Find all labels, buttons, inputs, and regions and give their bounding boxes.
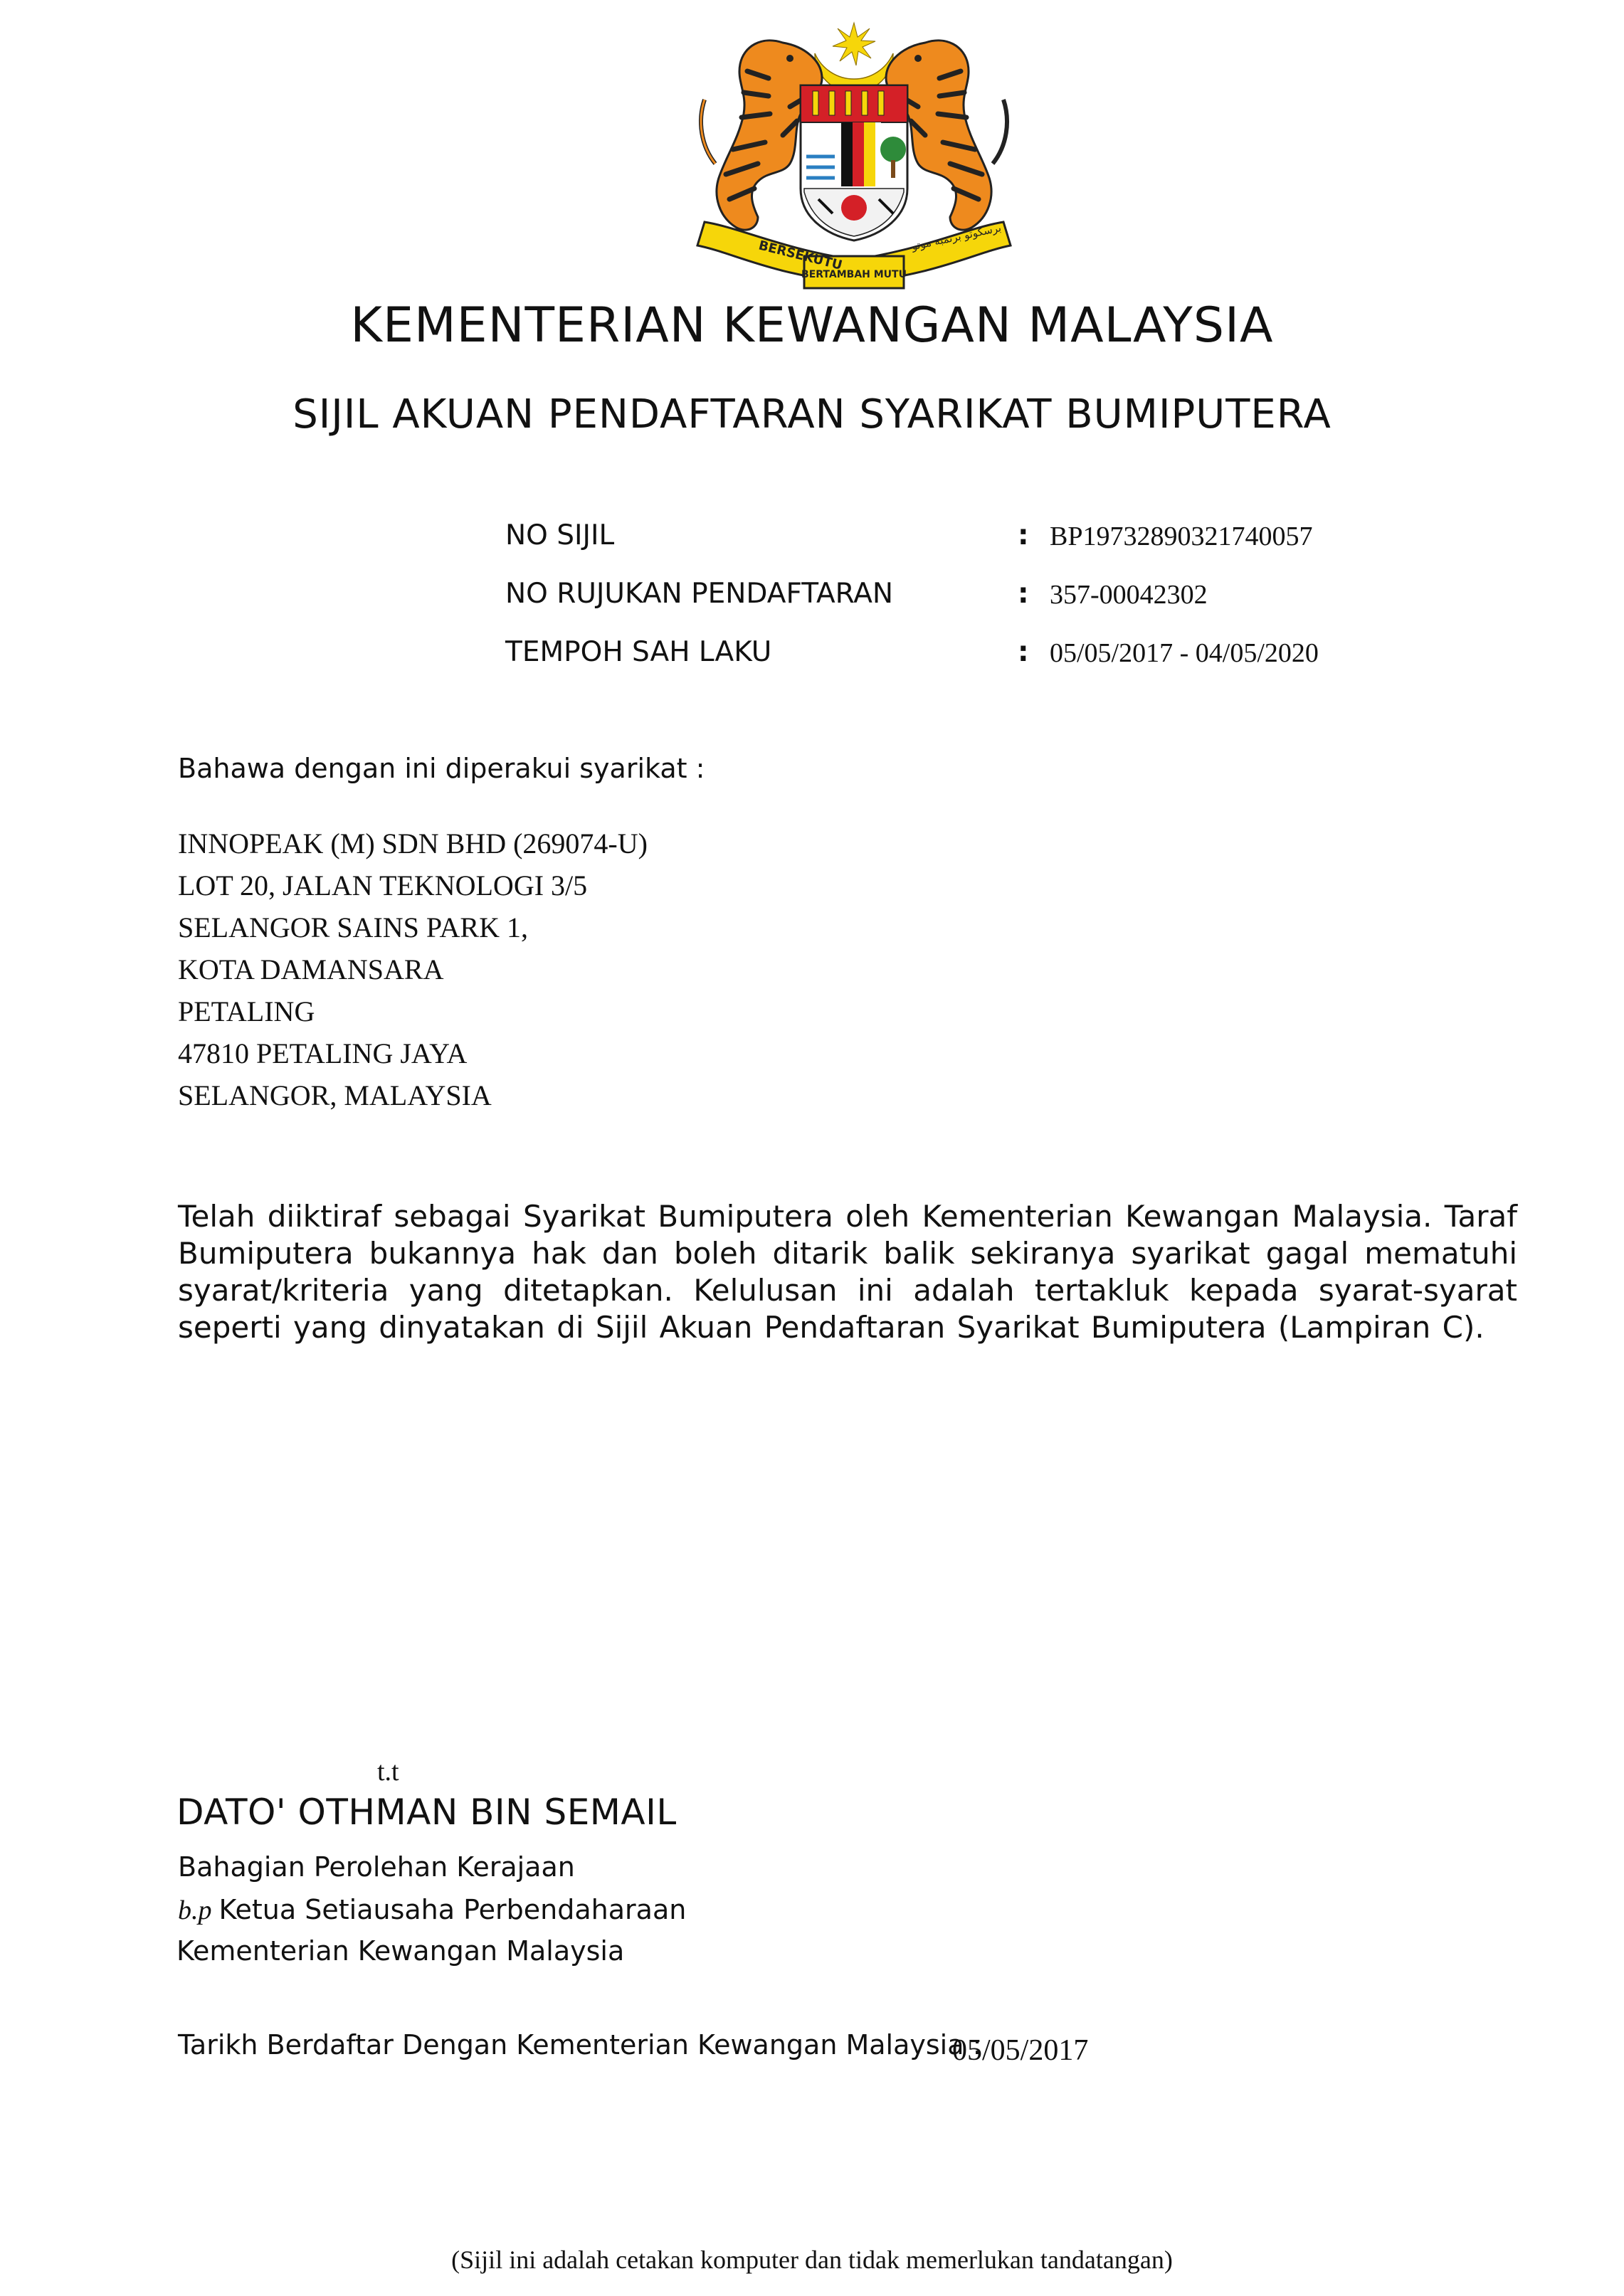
shield-icon	[801, 85, 907, 240]
company-intro: Bahawa dengan ini diperakui syarikat :	[178, 753, 705, 784]
registration-date-label: Tarikh Berdaftar Dengan Kementerian Kewangan Malaysia :	[178, 2029, 982, 2060]
address-line: KOTA DAMANSARA	[178, 953, 444, 985]
signatory-position: Ketua Setiausaha Perbendaharaan	[218, 1894, 687, 1925]
address-line: PETALING	[178, 995, 315, 1027]
signatory-position-line	[178, 1894, 686, 1926]
coat-of-arms-emblem	[676, 14, 1032, 295]
certificate-title: SIJIL AKUAN PENDAFTARAN SYARIKAT BUMIPUTERA	[292, 391, 1332, 438]
address-line: SELANGOR, MALAYSIA	[178, 1079, 492, 1111]
signatory-name: DATO' OTHMAN BIN SEMAIL	[176, 1792, 677, 1833]
signatory-division: Bahagian Perolehan Kerajaan	[178, 1851, 575, 1883]
field-colon: :	[1018, 578, 1029, 610]
registration-date-value: 05/05/2017	[952, 2034, 1089, 2067]
motto-right-text: برسکوتو برتمبه موتو	[910, 221, 1003, 253]
field-label-validity: TEMPOH SAH LAKU	[505, 636, 772, 668]
ministry-title: KEMENTERIAN KEWANGAN MALAYSIA	[350, 297, 1274, 354]
star-icon	[833, 23, 875, 65]
field-value-reference-no: 357-00042302	[1050, 580, 1208, 610]
motto-center-text: BERTAMBAH MUTU	[801, 269, 907, 280]
address-line: 47810 PETALING JAYA	[178, 1037, 468, 1069]
recognition-statement: Telah diiktiraf sebagai Syarikat Bumiputera oleh Kementerian Kewangan Malaysia. Taraf Bumiputera bukannya hak dan boleh ditarik balik sekiranya syarikat gagal mematuhi syarat/kriteria yang ditetapkan. Kelulusan ini adalah tertakluk kepada syarat-syarat seperti yang dinyatakan di Sijil Akuan Pendaftaran Syarikat Bumiputera (Lampiran C).	[178, 1199, 1517, 1345]
field-colon: :	[1018, 519, 1029, 551]
bp-prefix: b.p	[178, 1895, 212, 1925]
field-value-cert-no: BP19732890321740057	[1050, 522, 1313, 551]
address-line: INNOPEAK (M) SDN BHD (269074-U)	[178, 827, 648, 859]
motto-left-text: BERSEKUTU	[756, 238, 844, 273]
address-line: SELANGOR SAINS PARK 1,	[178, 911, 528, 943]
field-label-cert-no: NO SIJIL	[505, 519, 615, 551]
company-address	[178, 822, 648, 1116]
field-value-validity: 05/05/2017 - 04/05/2020	[1050, 638, 1319, 668]
signatory-ministry: Kementerian Kewangan Malaysia	[176, 1935, 625, 1967]
address-line: LOT 20, JALAN TEKNOLOGI 3/5	[178, 869, 588, 901]
field-label-reference-no: NO RUJUKAN PENDAFTARAN	[505, 578, 894, 610]
tt-mark: t.t	[377, 1757, 399, 1787]
footnote: (Sijil ini adalah cetakan komputer dan tidak memerlukan tandatangan)	[451, 2245, 1173, 2274]
field-colon: :	[1018, 636, 1029, 668]
